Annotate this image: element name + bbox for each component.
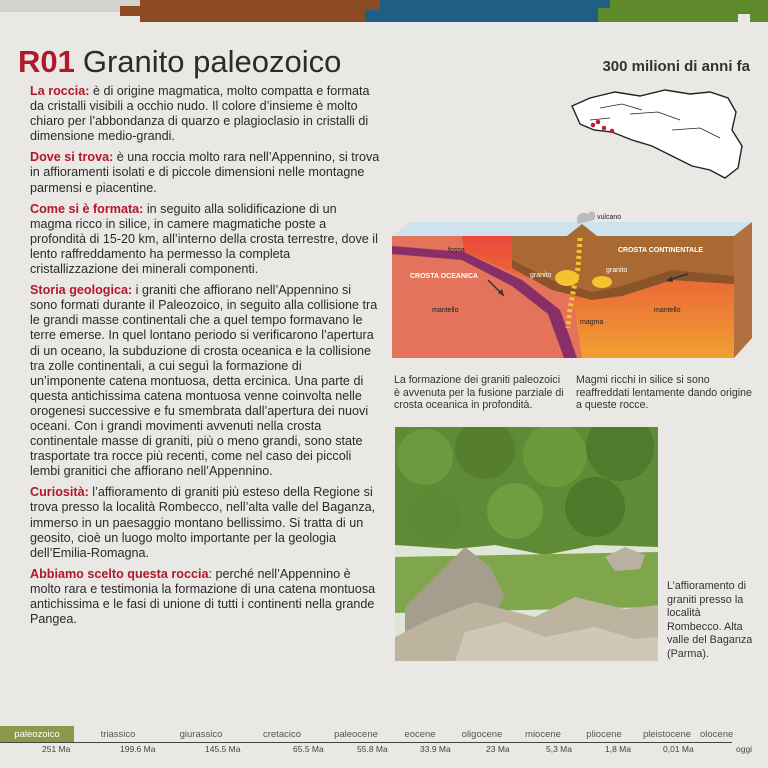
granite-site-marker: [610, 129, 615, 134]
geologic-section-diagram: [392, 208, 752, 368]
geologic-timeline: [0, 726, 768, 768]
description-text: [30, 84, 380, 633]
timeline-period-paleozoico: paleozoico: [0, 726, 74, 743]
diagram-label-granito: granito: [530, 272, 552, 279]
section-come: Come si è formata: in seguito alla solidificazione di un magma ricco in silice, in camere magmatiche poste a profondità di 15-20 km, all’interno della crosta terrestre, dove il lento raffreddamento ha permesso la completa cristallizzazione dei minerali componenti.: [30, 201, 378, 277]
diagram-label-vulcano: vulcano: [597, 214, 622, 221]
diagram-label-crosta-continentale: CROSTA CONTINENTALE: [618, 247, 704, 254]
timeline-date: oggi: [736, 744, 753, 754]
timeline-period: miocene: [512, 726, 574, 743]
timeline-date: 65.5 Ma: [293, 744, 324, 754]
timeline-date: 1,8 Ma: [605, 744, 631, 754]
section-scelta: Abbiamo scelto questa roccia: perché nell’Appennino è molto rara e testimonia la formazione di una catena montuosa antichissima e le fasi di unione di tutti i continenti nella grande Pangea.: [30, 566, 376, 627]
diagram-label-granito: granito: [606, 267, 628, 274]
timeline-date: 199.6 Ma: [120, 744, 156, 754]
rock-name: Granito paleozoico: [82, 44, 342, 79]
timeline-date: 5,3 Ma: [546, 744, 572, 754]
timeline-date: 23 Ma: [486, 744, 510, 754]
granite-site-marker: [602, 126, 607, 131]
outcrop-photo: [395, 427, 658, 661]
diagram-label-mantello: mantello: [654, 307, 681, 314]
timeline-date: 33.9 Ma: [420, 744, 451, 754]
timeline-period: giurassico: [162, 726, 240, 743]
timeline-period: triassico: [74, 726, 162, 743]
timeline-dates: [0, 744, 768, 760]
top-color-bar: [0, 0, 768, 28]
page-title: [18, 44, 341, 80]
diagram-caption-left: La formazione dei graniti paleozoici è avvenuta per la fusione parziale di crosta oceanica in profondità.: [394, 374, 564, 412]
timeline-period: pleistocene: [634, 726, 700, 743]
timeline-period: pliocene: [574, 726, 634, 743]
timeline-date: 145.5 Ma: [205, 744, 241, 754]
photo-caption: L’affioramento di graniti presso la località Rombecco. Alta valle del Baganza (Parma).: [667, 580, 753, 660]
section-dove: Dove si trova: è una roccia molto rara nell’Appennino, si trova in affioramenti isolati e di piccole dimensioni nelle montagne parmensi e piacentine.: [30, 150, 380, 195]
granite-site-marker: [596, 120, 601, 125]
section-curiosita: Curiosità: l’affioramento di graniti più esteso della Regione si trova presso la località Rombecco, nell’alta valle del Baganza, immerso in un paesaggio montano bellissimo. Si tratta di un geosito, cioè un luogo molto importante per la geologia dell’Emilia-Romagna.: [30, 485, 376, 560]
timeline-period: cretacico: [240, 726, 324, 743]
diagram-label-magma: magma: [580, 319, 604, 326]
timeline-period: olocene: [700, 726, 732, 743]
era-label: 300 milioni di anni fa: [602, 58, 750, 75]
region-map: [560, 84, 750, 189]
timeline-period: oligocene: [452, 726, 512, 743]
diagram-label-crosta-oceanica: CROSTA OCEANICA: [410, 273, 479, 280]
timeline-date: 55.8 Ma: [357, 744, 388, 754]
rock-code: R01: [18, 44, 75, 79]
section-roccia: La roccia: è di origine magmatica, molto compatta e formata da cristalli visibili a occhio nudo. Il colore d’insieme è molto chiaro per l’abbondanza di quarzo e plagioclasio in cristalli di dimensione medio-grandi.: [30, 84, 370, 144]
timeline-period: eocene: [388, 726, 452, 743]
timeline-date: 0,01 Ma: [663, 744, 694, 754]
diagram-caption-right: Magmi ricchi in silice si sono reaffreddati lentamente dando origine a queste rocce.: [576, 374, 752, 412]
timeline-date: 251 Ma: [42, 744, 71, 754]
diagram-label-mantello: mantello: [432, 307, 459, 314]
timeline-periods: [0, 726, 732, 743]
timeline-period: paleocene: [324, 726, 388, 743]
granite-site-marker: [591, 123, 596, 128]
diagram-label-fossa: fossa: [448, 247, 465, 254]
section-storia: Storia geologica: i graniti che affiorano nell’Appennino si sono formati durante il Paleozoico, in seguito alla collisione tra le grandi masse continentali che a quel tempo formavano le terre emerse. In quel lontano periodo si verificarono l’apertura di un oceano, la subduzione di crosta oceanica e la collisione tra zolle continentali, a cui seguì la formazione di un’imponente catena montuosa, detta ercinica. Una parte di questa antichissima catena montuosa venne coinvolta nelle orogenesi successive e fu smembrata dall’apertura dei nuovi oceani. Con i grandi movimenti avvenuti nella crosta continentale masse di graniti, più o meno grandi, sono state trasportate tra rocce più recenti, come nel caso dei piccoli lembi granitici che affiorano nell’Appennino.: [30, 283, 378, 479]
